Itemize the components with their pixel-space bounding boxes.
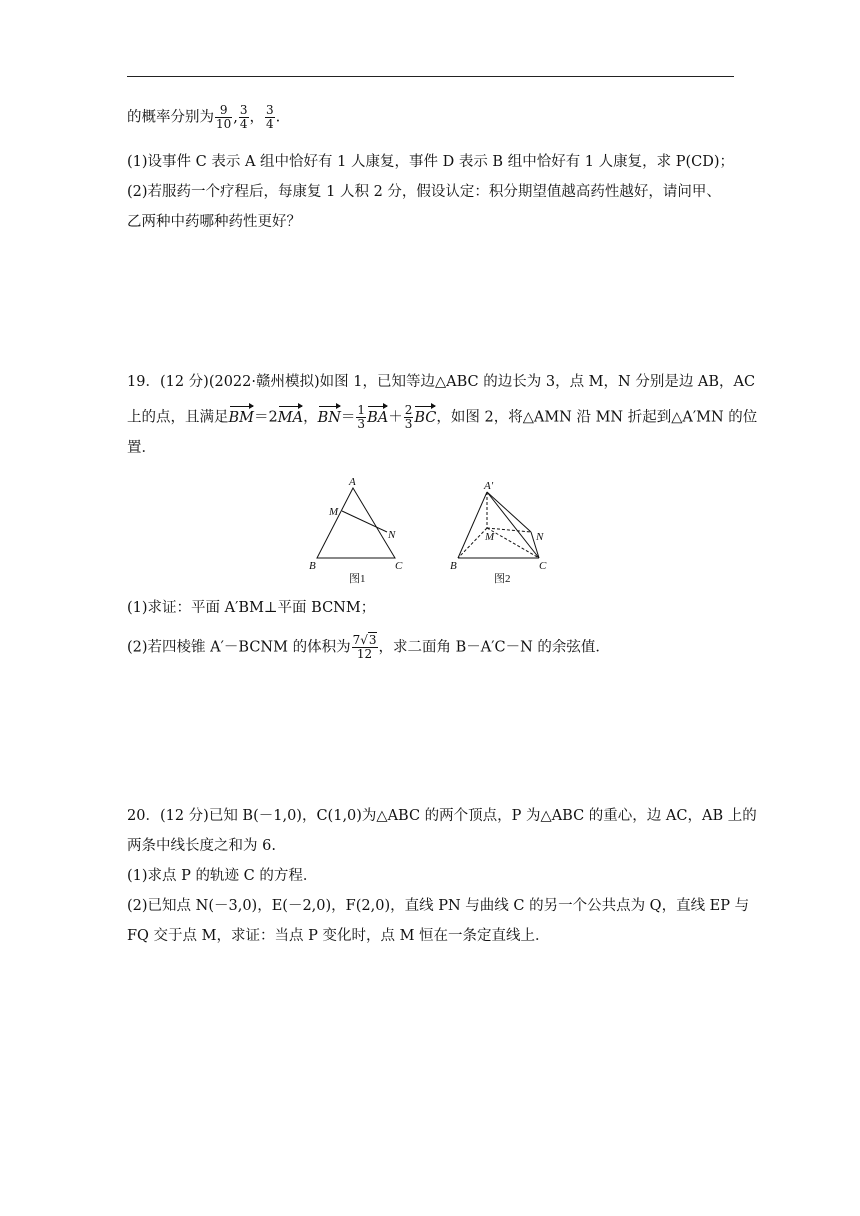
fraction-3-4-b: $\frac{3}{4}$ xyxy=(266,103,274,131)
fig1-label-a: A xyxy=(349,476,356,488)
fraction-9-10: $\frac{9}{10}$ xyxy=(216,103,232,131)
p18-intro-text: 的概率分别为 xyxy=(127,109,214,126)
vector-ba: BA xyxy=(367,409,389,426)
fig1-label-c: C xyxy=(395,560,403,572)
p18-question-2-line2: 乙两种中药哪种药性更好？ xyxy=(127,214,301,230)
header-rule xyxy=(127,76,734,77)
fraction-7sqrt3-12: $\frac{7√3}{12}$ xyxy=(352,633,377,661)
p18-intro: 的概率分别为 $\frac{9}{10}$ , $\frac{3}{4}$ ， $\frac{3}{4}$ . xyxy=(127,103,281,131)
p20-line2: 两条中线长度之和为 6. xyxy=(127,838,276,854)
fraction-3-4-a: $\frac{3}{4}$ xyxy=(239,103,248,131)
fraction-2-3: $\frac{2}{3}$ xyxy=(404,403,413,431)
p20-line1: 20．(12 分)已知 B(－1,0)，C(1,0)为△ABC 的两个顶点，P 为△ABC 的重心，边 AC，AB 上的 xyxy=(127,808,757,824)
fig2-label-b: B xyxy=(450,560,457,572)
fig1-label-n: N xyxy=(388,529,396,541)
fig2-label-n: N xyxy=(536,531,544,543)
fraction-1-3: $\frac{1}{3}$ xyxy=(357,403,366,431)
p19-question-2: (2)若四棱锥 A′－BCNM 的体积为 $\frac{7√3}{12}$ ，求二面角 B－A′C－N 的余弦值． xyxy=(127,633,610,661)
p20-question-1: (1)求点 P 的轨迹 C 的方程． xyxy=(127,868,318,884)
fig1-caption: 图1 xyxy=(349,573,366,585)
figure-2 xyxy=(444,474,559,586)
figure-1-diagram xyxy=(300,474,415,586)
vector-bc: BC xyxy=(414,409,437,426)
p20-question-2-line2: FQ 交于点 M，求证：当点 P 变化时，点 M 恒在一条定直线上． xyxy=(127,928,550,944)
vector-bm: BM xyxy=(228,409,255,426)
p19-line1: 19．(12 分)(2022·赣州模拟)如图 1，已知等边△ABC 的边长为 3，点 M，N 分别是边 AB，AC xyxy=(127,374,756,390)
fig1-label-b: B xyxy=(309,560,316,572)
p19-line3: 置． xyxy=(127,440,156,456)
fig2-label-a-prime: A′ xyxy=(484,480,494,492)
fig2-label-m: M xyxy=(485,531,495,543)
vector-ma: MA xyxy=(277,409,304,426)
p20-question-2-line1: (2)已知点 N(－3,0)，E(－2,0)，F(2,0)，直线 PN 与曲线 C 的另一个公共点为 Q，直线 EP 与 xyxy=(127,898,750,914)
p19-question-1: (1)求证：平面 A′BM⊥平面 BCNM； xyxy=(127,600,376,616)
figure-1 xyxy=(300,474,415,586)
p18-question-1: (1)设事件 C 表示 A 组中恰好有 1 人康复，事件 D 表示 B 组中恰好有 1 人康复，求 P(CD)； xyxy=(127,154,735,170)
fig1-label-m: M xyxy=(329,506,339,518)
figure-2-diagram xyxy=(444,474,559,586)
fig2-caption: 图2 xyxy=(494,573,511,585)
vector-bn: BN xyxy=(317,409,341,426)
p19-line2: 上的点，且满足BM＝2MA，BN＝ $\frac{1}{3}$ BA＋ $\frac{2}{3}$ BC，如图 2，将△AMN 沿 MN 折起到△A′MN 的位 xyxy=(127,403,758,431)
p18-question-2-line1: (2)若服药一个疗程后，每康复 1 人积 2 分，假设认定：积分期望值越高药性越好，请问甲、 xyxy=(127,184,721,200)
fig2-label-c: C xyxy=(539,560,547,572)
